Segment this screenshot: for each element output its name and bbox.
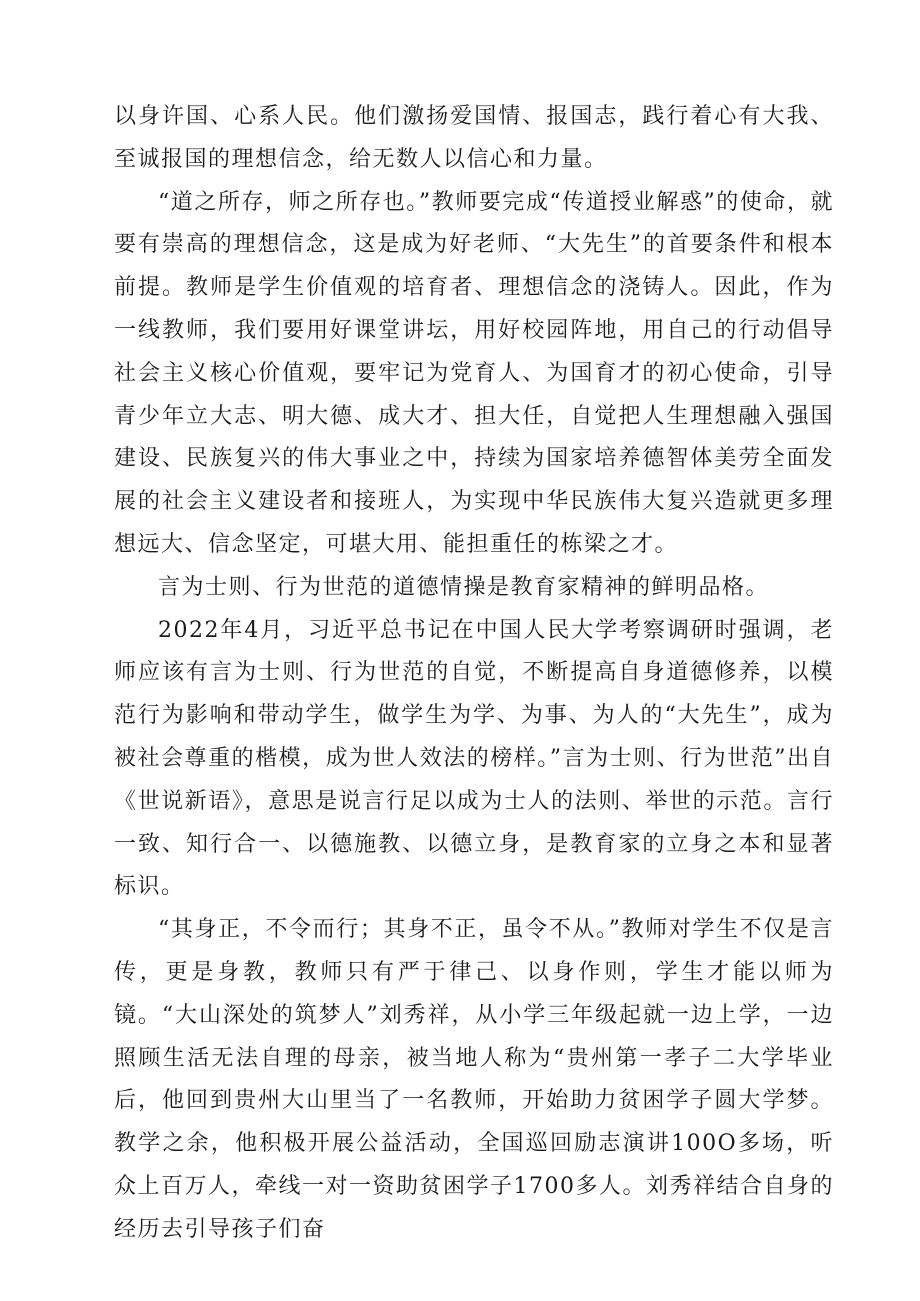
paragraph-5: “其身正，不令而行；其身不正，虽令不从。”教师对学生不仅是言传，更是身教，教师只有严于律己、以身作则，学生才能以师为镜。“大山深处的筑梦人”刘秀祥，从小学三年级起就一边上学，一边照顾生活无法自理的母亲，被当地人称为“贵州第一孝子二大学毕业后，他回到贵州大山里当了一名教师，开始助力贫困学子圆大学梦。教学之余，他积极开展公益活动，全国巡回励志演讲100O多场，听众上百万人，牵线一对一资助贫困学子1700多人。刘秀祥结合自身的经历去引导孩子们奋 bbox=[114, 917, 834, 1242]
paragraph-3: 言为士则、行为世范的道德情操是教育家精神的鲜明品格。 bbox=[158, 574, 770, 600]
paragraph-2: “道之所存，师之所存也。”教师要完成“传道授业解惑”的使命，就要有崇高的理想信念，这是成为好老师、“大先生”的首要条件和根本前提。教师是学生价值观的培育者、理想信念的浇铸人。因此，作为一线教师，我们要用好课堂讲坛，用好校园阵地，用自己的行动倡导社会主义核心价值观，要牢记为党育人、为国育才的初心使命，引导青少年立大志、明大德、成大才、担大任，自觉把人生理想融入强国建设、民族复兴的伟大事业之中，持续为国家培养德智体美劳全面发展的社会主义建设者和接班人，为实现中华民族伟大复兴造就更多理想远大、信念坚定，可堪大用、能担重任的栋梁之才。 bbox=[114, 189, 834, 557]
paragraph-4: 2022年4月，习近平总书记在中国人民大学考察调研时强调，老师应该有言为士则、行为世范的自觉，不断提高自身道德修养，以模范行为影响和带动学生，做学生为学、为事、为人的“大先生”，成为被社会尊重的楷模，成为世人效法的榜样。”言为士则、行为世范”出自《世说新语》，意思是说言行足以成为士人的法则、举世的示范。言行一致、知行合一、以德施教、以德立身，是教育家的立身之本和显著标识。 bbox=[114, 617, 834, 900]
paragraph-1: 以身许国、心系人民。他们激扬爱国情、报国志，践行着心有大我、至诚报国的理想信念，给无数人以信心和力量。 bbox=[114, 104, 834, 172]
document-body bbox=[114, 96, 834, 1252]
